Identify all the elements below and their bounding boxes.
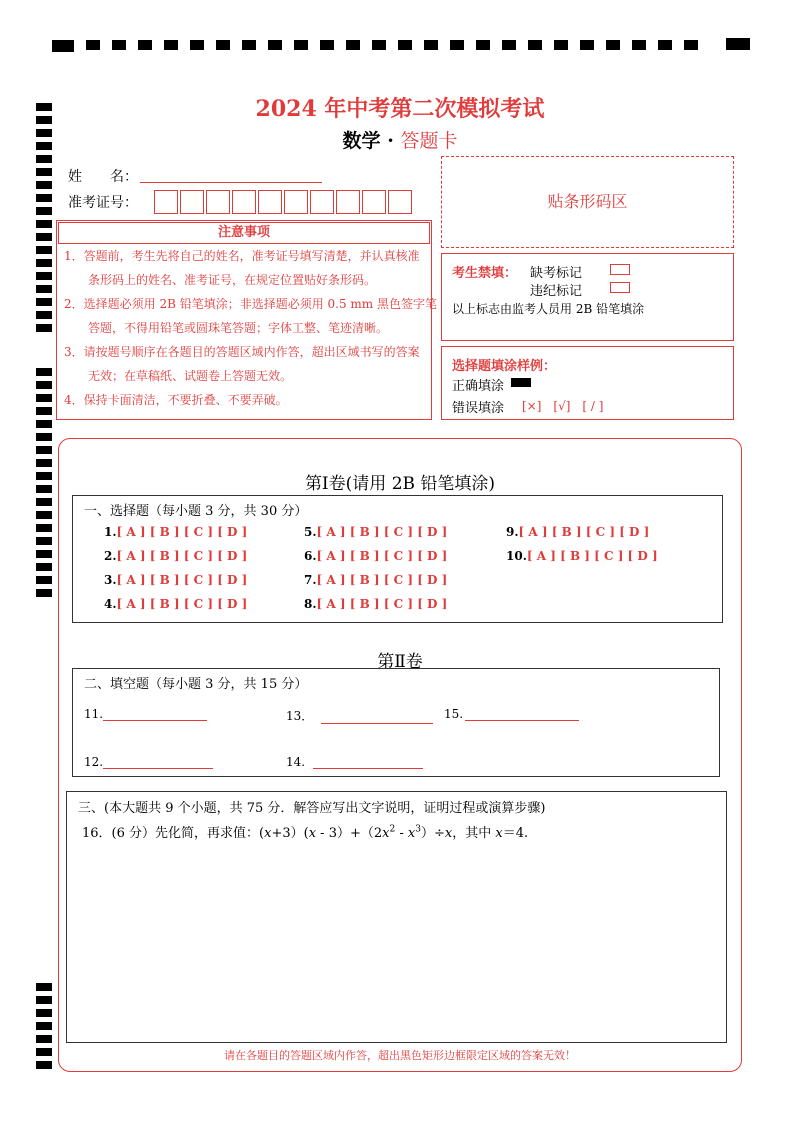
exam-title: 2024 年中考第二次模拟考试 <box>255 96 545 122</box>
blank-section-title: 二、填空题（每小题 3 分，共 15 分） <box>84 677 308 692</box>
exam-id-cell[interactable] <box>258 190 282 214</box>
blank-15[interactable]: 15. <box>444 707 579 721</box>
name-label: 姓 名： <box>68 169 138 185</box>
wrong-fill-samples: [×] [√] [ / ] <box>522 399 604 413</box>
violation-mark-label: 违纪标记 <box>530 284 583 299</box>
exam-id-cell[interactable] <box>310 190 334 214</box>
answer-line[interactable] <box>465 708 579 721</box>
blank-11[interactable]: 11. <box>84 707 207 721</box>
correct-fill-label: 正确填涂 <box>452 379 505 394</box>
notice-item: 2．选择题必须用 2B 铅笔填涂；非选择题必须用 0.5 mm 黑色签字笔 <box>64 297 438 311</box>
notice-item: 1．答题前，考生先将自己的姓名，准考证号填写清楚，并认真核准 <box>64 249 420 263</box>
choice-question-6[interactable]: 6.[ A ] [ B ] [ C ] [ D ] <box>304 549 448 563</box>
blank-14[interactable]: 14. <box>286 755 423 769</box>
subject-label: 数学 <box>342 130 381 152</box>
choice-question-10[interactable]: 10.[ A ] [ B ] [ C ] [ D ] <box>506 549 658 563</box>
notice-item: 答题，不得用铅笔或圆珠笔答题；字体工整、笔迹清晰。 <box>64 321 389 335</box>
choice-question-3[interactable]: 3.[ A ] [ B ] [ C ] [ D ] <box>104 573 248 587</box>
question-16: 16．(6 分）先化简，再求值：$(x+3)(x - 3)+(2x^2 - x^3)\div x$，其中 x＝4. <box>82 824 529 841</box>
exam-id-cell[interactable] <box>232 190 256 214</box>
blank-13[interactable]: 13． <box>286 707 433 724</box>
exam-id-cell[interactable] <box>388 190 412 214</box>
part2-title: 第Ⅱ卷 <box>377 652 423 672</box>
choice-section-title: 一、选择题（每小题 3 分，共 30 分） <box>84 504 308 519</box>
exam-id-cell[interactable] <box>180 190 204 214</box>
fill-example-title: 选择题填涂样例： <box>452 359 557 374</box>
exam-id-cell[interactable] <box>336 190 360 214</box>
correct-fill-sample <box>511 378 531 387</box>
forbidden-title: 考生禁填： <box>452 266 518 281</box>
answer-line[interactable] <box>321 711 433 724</box>
exam-id-cell[interactable] <box>154 190 178 214</box>
answer-line[interactable] <box>313 756 423 769</box>
footer-warning: 请在各题目的答题区域内作答，超出黑色矩形边框限定区域的答案无效！ <box>224 1049 576 1062</box>
choice-question-4[interactable]: 4.[ A ] [ B ] [ C ] [ D ] <box>104 597 248 611</box>
answer-card-subtitle <box>0 126 800 153</box>
solution-section-title: 三、(本大题共 9 个小题，共 75 分．解答应写出文字说明，证明过程或演算步骤) <box>78 801 546 816</box>
choice-question-7[interactable]: 7.[ A ] [ B ] [ C ] [ D ] <box>304 573 448 587</box>
exam-id-cell[interactable] <box>206 190 230 214</box>
notice-item: 无效；在草稿纸、试题卷上答题无效。 <box>64 369 293 383</box>
choice-question-5[interactable]: 5.[ A ] [ B ] [ C ] [ D ] <box>304 525 448 539</box>
answer-line[interactable] <box>103 756 213 769</box>
wrong-fill-label: 错误填涂 <box>452 401 505 416</box>
exam-id-cell[interactable] <box>284 190 308 214</box>
barcode-area-label: 贴条形码区 <box>547 192 628 211</box>
name-field[interactable] <box>140 182 322 183</box>
notice-item: 3．请按题号顺序在各题目的答题区域内作答，超出区域书写的答案 <box>64 345 420 359</box>
choice-question-9[interactable]: 9.[ A ] [ B ] [ C ] [ D ] <box>506 525 650 539</box>
absent-mark-label: 缺考标记 <box>530 266 583 281</box>
notice-item: 条形码上的姓名、准考证号，在规定位置贴好条形码。 <box>64 273 377 287</box>
notice-title: 注意事项 <box>58 222 430 244</box>
barcode-area <box>441 156 734 248</box>
subtitle-dot: · <box>387 130 394 152</box>
absent-mark-box[interactable] <box>610 264 630 275</box>
choice-question-2[interactable]: 2.[ A ] [ B ] [ C ] [ D ] <box>104 549 248 563</box>
choice-question-8[interactable]: 8.[ A ] [ B ] [ C ] [ D ] <box>304 597 448 611</box>
choice-question-1[interactable]: 1.[ A ] [ B ] [ C ] [ D ] <box>104 525 248 539</box>
exam-id-cell[interactable] <box>362 190 386 214</box>
part1-title: 第Ⅰ卷(请用 2B 铅笔填涂) <box>304 474 496 494</box>
violation-mark-box[interactable] <box>610 282 630 293</box>
answer-card-label: 答题卡 <box>400 130 458 152</box>
exam-id-label: 准考证号： <box>68 195 138 211</box>
forbidden-note: 以上标志由监考人员用 2B 铅笔填涂 <box>452 302 645 316</box>
answer-area-16[interactable] <box>72 842 722 1038</box>
blank-12[interactable]: 12. <box>84 755 213 769</box>
answer-line[interactable] <box>103 708 207 721</box>
notice-item: 4．保持卡面清洁，不要折叠、不要弄破。 <box>64 393 288 407</box>
